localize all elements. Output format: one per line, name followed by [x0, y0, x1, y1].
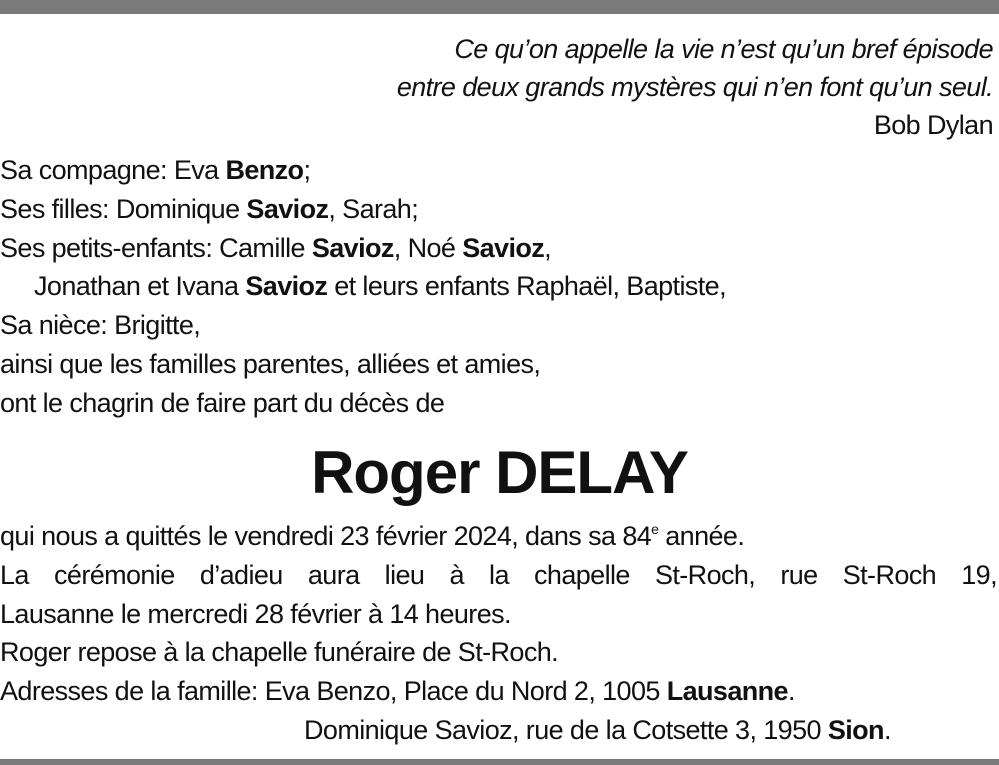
- compagne-surname: Benzo: [225, 155, 304, 185]
- death-line: [0, 517, 997, 556]
- age-ordinal-suffix: e: [651, 521, 659, 537]
- family-line-chagrin: ont le chagrin de faire part du décès de: [0, 387, 445, 418]
- jonathan-suffix: et leurs enfants Raphaël, Baptiste,: [327, 271, 726, 302]
- filles-prefix: Ses filles: Dominique: [0, 193, 247, 224]
- ceremony-line-1: [0, 556, 997, 595]
- address1-suffix: .: [787, 676, 795, 707]
- petits-surname-2: Savioz: [462, 232, 545, 263]
- compagne-prefix: Sa compagne: Eva: [0, 155, 226, 185]
- family-line-familles: ainsi que les familles parentes, alliées et amies,: [0, 348, 541, 379]
- filles-suffix: , Sarah;: [328, 193, 419, 224]
- petits-mid: , Noé: [393, 232, 463, 263]
- address1-city: Lausanne: [666, 676, 788, 707]
- ceremony-word: d’adieu: [199, 559, 283, 590]
- details-block: [0, 517, 997, 750]
- address2-suffix: .: [883, 714, 891, 745]
- ceremony-word: la: [489, 559, 509, 590]
- family-line-jonathan: [0, 267, 995, 306]
- ceremony-word: rue: [780, 559, 818, 590]
- petits-surname-1: Savioz: [311, 232, 394, 263]
- address2-city: Sion: [827, 714, 884, 745]
- compagne-suffix: ;: [303, 155, 311, 185]
- quote-line-1: Ce qu’on appelle la vie n’est qu’un bref épisode: [454, 34, 993, 64]
- ceremony-word: St-Roch: [842, 559, 937, 590]
- repose-line: Roger repose à la chapelle funéraire de St-Roch.: [0, 637, 559, 668]
- ceremony-word: St-Roch,: [654, 559, 756, 590]
- address1-prefix: Adresses de la famille: Eva Benzo, Place du Nord 2, 1005: [0, 676, 667, 707]
- address-line-1: [0, 672, 997, 711]
- ceremony-word: aura: [307, 559, 360, 590]
- death-prefix: qui nous a quittés le vendredi 23 février 2024, dans sa 84: [0, 521, 652, 551]
- family-line-petits-enfants: [0, 229, 995, 268]
- ceremony-word: lieu: [384, 559, 425, 590]
- family-list: [0, 151, 995, 423]
- ceremony-word: 19,: [961, 559, 997, 590]
- petits-prefix: Ses petits-enfants: Camille: [0, 232, 312, 263]
- petits-suffix: ,: [544, 232, 552, 263]
- deceased-name: Roger DELAY: [311, 439, 688, 506]
- bottom-rule: [0, 759, 999, 765]
- ceremony-line-2: Lausanne le mercredi 28 février à 14 heures.: [0, 598, 511, 629]
- jonathan-prefix: Jonathan et Ivana: [34, 271, 246, 302]
- ceremony-word: cérémonie: [54, 559, 175, 590]
- ceremony-word: chapelle: [534, 559, 630, 590]
- death-suffix: année.: [658, 521, 745, 551]
- epigraph-quote: [93, 30, 993, 144]
- ceremony-word: à: [449, 559, 464, 590]
- address-line-2: [0, 711, 997, 750]
- family-line-filles: [0, 190, 995, 229]
- quote-author: Bob Dylan: [873, 110, 993, 140]
- top-rule: [0, 0, 999, 14]
- quote-line-2: entre deux grands mystères qui n’en font qu’un seul.: [396, 72, 993, 102]
- filles-surname: Savioz: [246, 193, 329, 224]
- family-line-niece: Sa nièce: Brigitte,: [0, 310, 201, 341]
- family-line-compagne: [0, 151, 995, 190]
- address2-prefix: Dominique Savioz, rue de la Cotsette 3, 1950: [304, 714, 828, 745]
- ceremony-word: La: [0, 559, 29, 590]
- jonathan-surname: Savioz: [245, 271, 328, 302]
